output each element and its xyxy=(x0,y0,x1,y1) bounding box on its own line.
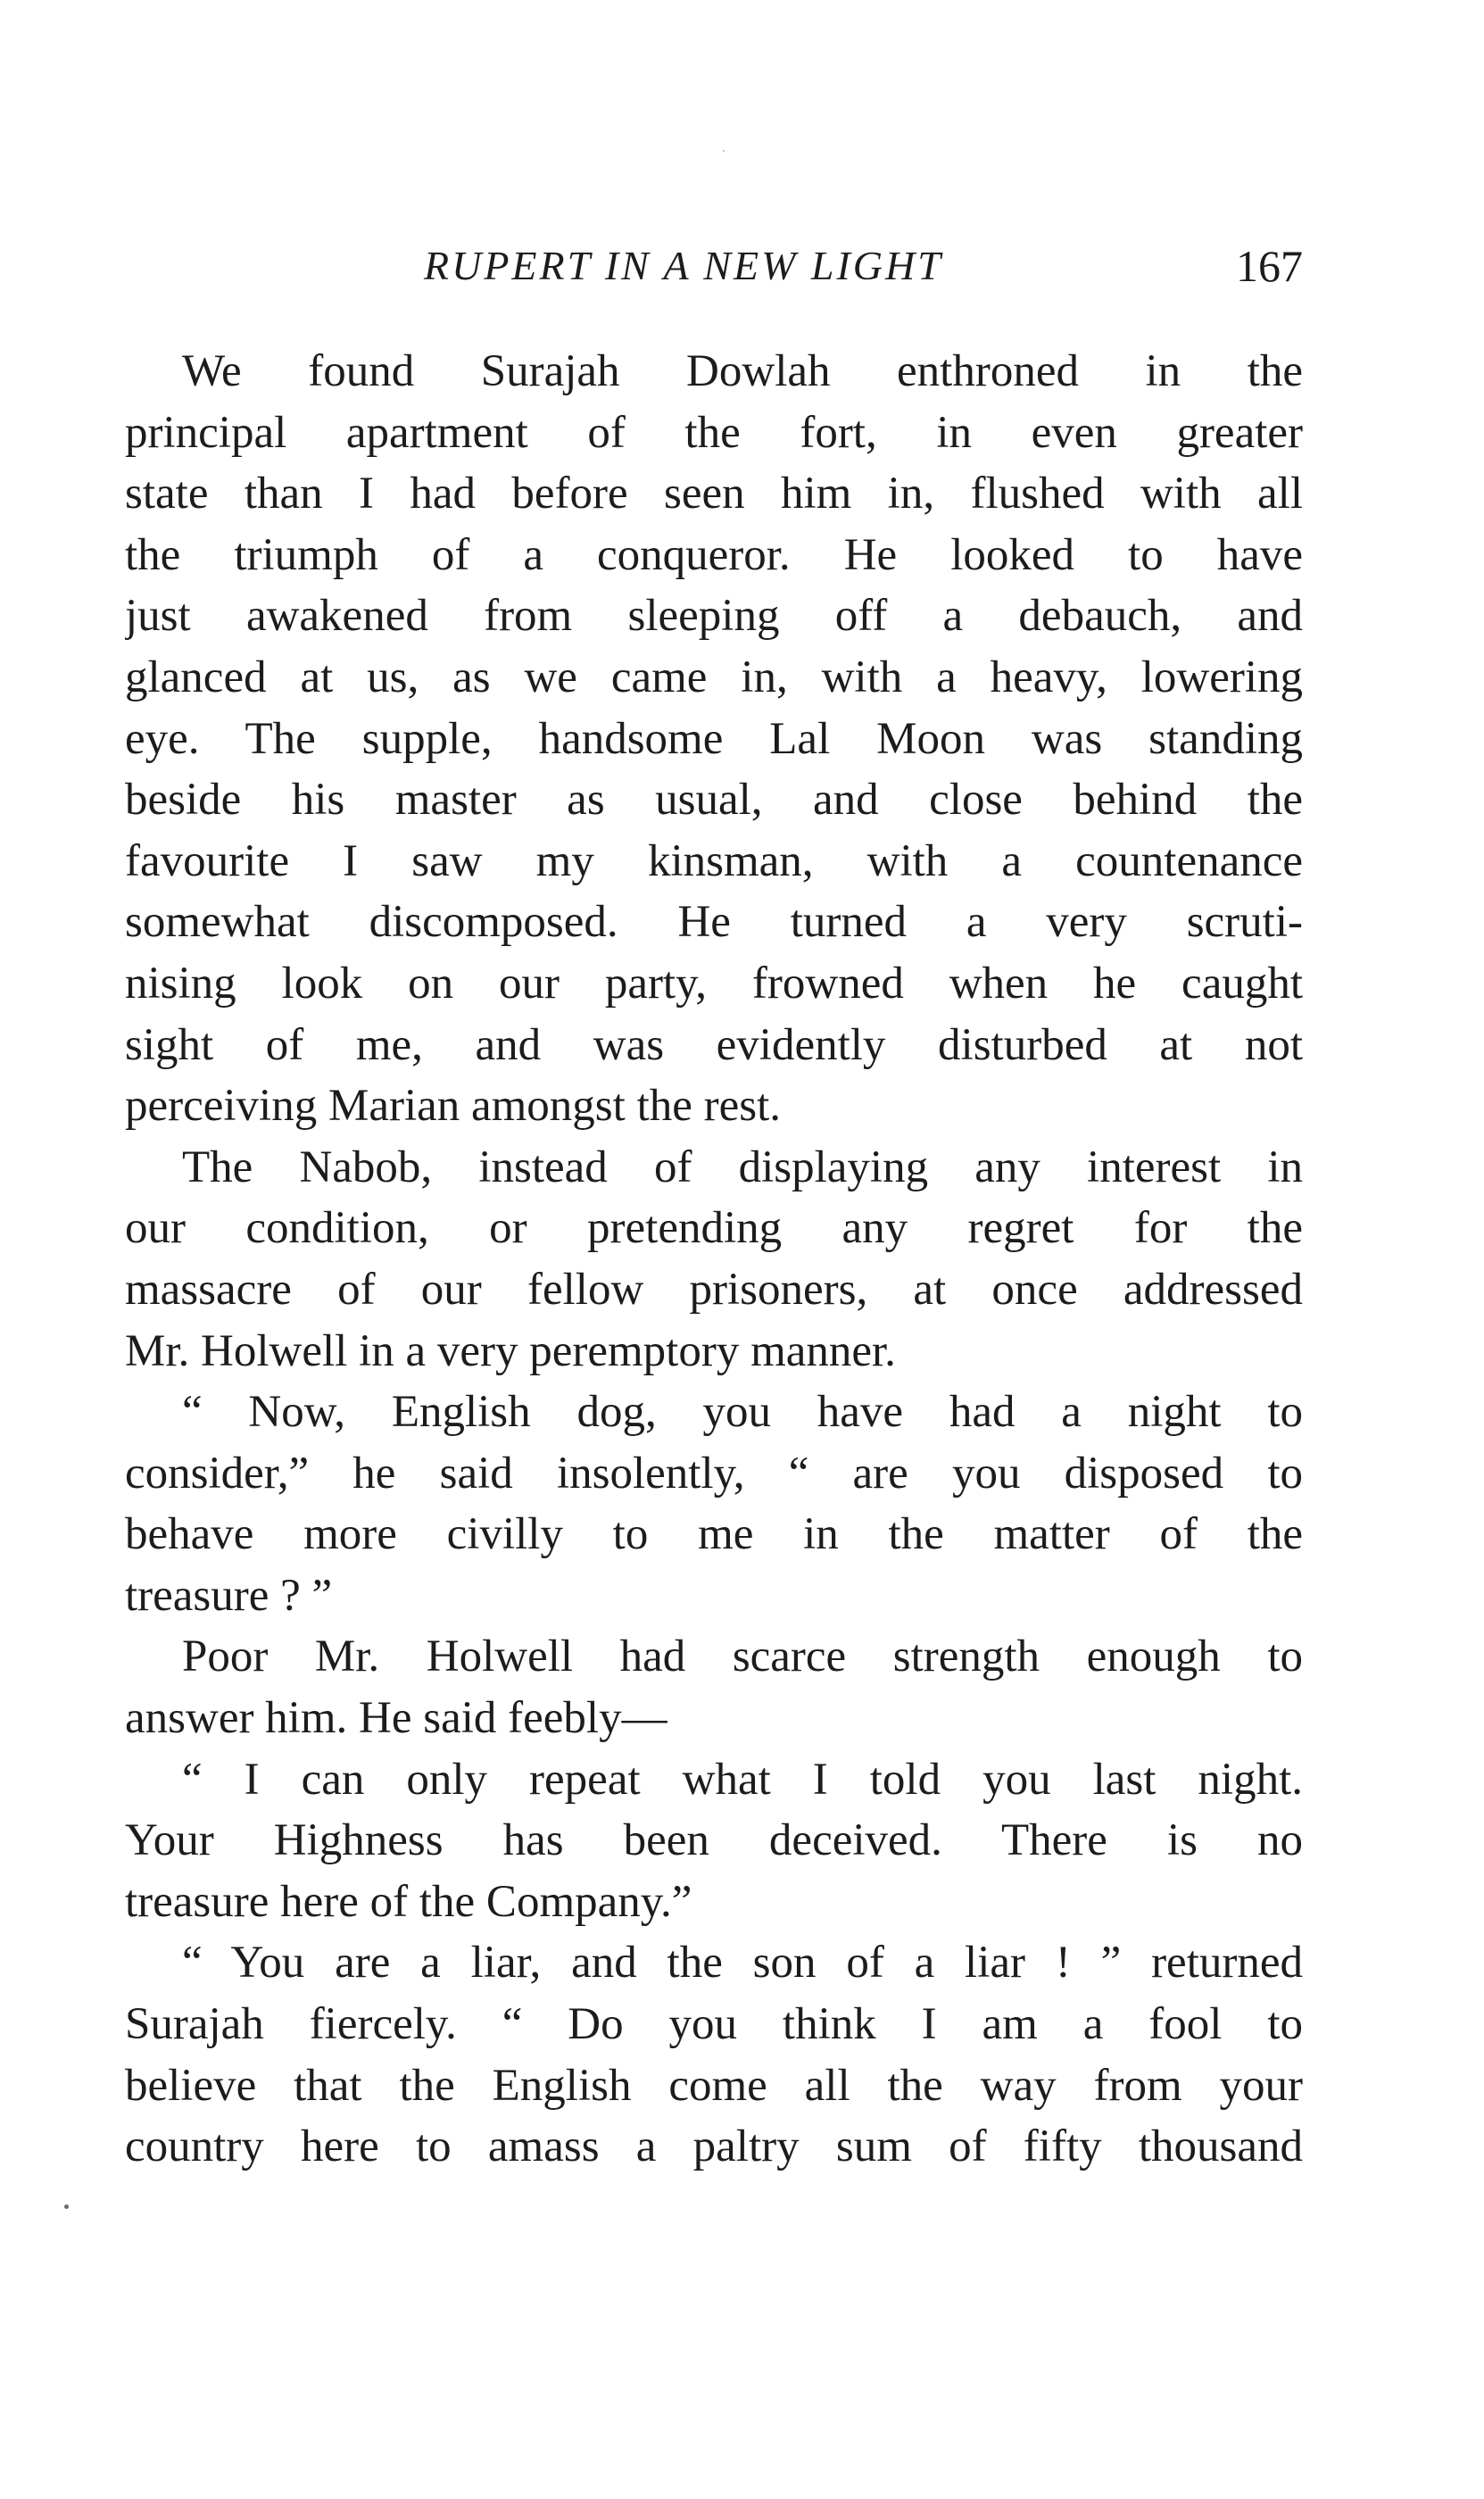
text-line: Poor Mr. Holwell had scarce strength enough to xyxy=(182,1631,1303,1682)
text-line: principal apartment of the fort, in even greater xyxy=(125,407,1303,458)
text-line: “ Now, English dog, you have had a night to xyxy=(182,1387,1303,1438)
text-line: our condition, or pretending any regret for the xyxy=(125,1203,1303,1254)
text-line: The Nabob, instead of displaying any interest in xyxy=(182,1142,1303,1192)
text-line: consider,” he said insolently, “ are you disposed to xyxy=(125,1448,1303,1499)
page-number: 167 xyxy=(1236,241,1303,291)
text-line: eye. The supple, handsome Lal Moon was standing xyxy=(125,713,1303,764)
text-line: Your Highness has been deceived. There is no xyxy=(125,1815,1303,1866)
text-line: believe that the English come all the way from your xyxy=(125,2060,1303,2111)
text-line: “ I can only repeat what I told you last night. xyxy=(182,1754,1303,1805)
text-line: treasure ? ” xyxy=(125,1570,333,1621)
text-line: “ You are a liar, and the son of a liar ! ” returned xyxy=(182,1938,1303,1988)
text-line: sight of me, and was evidently disturbed at not xyxy=(125,1019,1303,1070)
text-line: perceiving Marian amongst the rest. xyxy=(125,1081,782,1132)
body-text xyxy=(125,341,1303,2178)
text-line: behave more civilly to me in the matter of the xyxy=(125,1509,1303,1560)
text-line: massacre of our fellow prisoners, at once addressed xyxy=(125,1264,1303,1315)
print-speck xyxy=(723,150,725,152)
text-line: the triumph of a conqueror. He looked to have xyxy=(125,529,1303,580)
text-line: Mr. Holwell in a very peremptory manner. xyxy=(125,1325,896,1376)
text-line: Surajah fiercely. “ Do you think I am a fool to xyxy=(125,1999,1303,2050)
text-line: state than I had before seen him in, flushed with all xyxy=(125,469,1303,519)
running-head xyxy=(125,230,1303,302)
text-line: treasure here of the Company.” xyxy=(125,1876,692,1927)
text-line: somewhat discomposed. He turned a very scruti- xyxy=(125,897,1303,948)
running-title: RUPERT IN A NEW LIGHT xyxy=(424,243,943,288)
text-line: beside his master as usual, and close behind the xyxy=(125,775,1303,826)
text-line: We found Surajah Dowlah enthroned in the xyxy=(182,346,1303,396)
text-line: glanced at us, as we came in, with a heavy, lowering xyxy=(125,652,1303,702)
text-line: nising look on our party, frowned when he caught xyxy=(125,958,1303,1009)
text-line: just awakened from sleeping off a debauch, and xyxy=(125,591,1303,642)
text-line: favourite I saw my kinsman, with a countenance xyxy=(125,835,1303,886)
text-line: country here to amass a paltry sum of fifty thousand xyxy=(125,2121,1303,2172)
print-speck xyxy=(64,2204,69,2209)
text-line: answer him. He said feebly— xyxy=(125,1693,667,1744)
